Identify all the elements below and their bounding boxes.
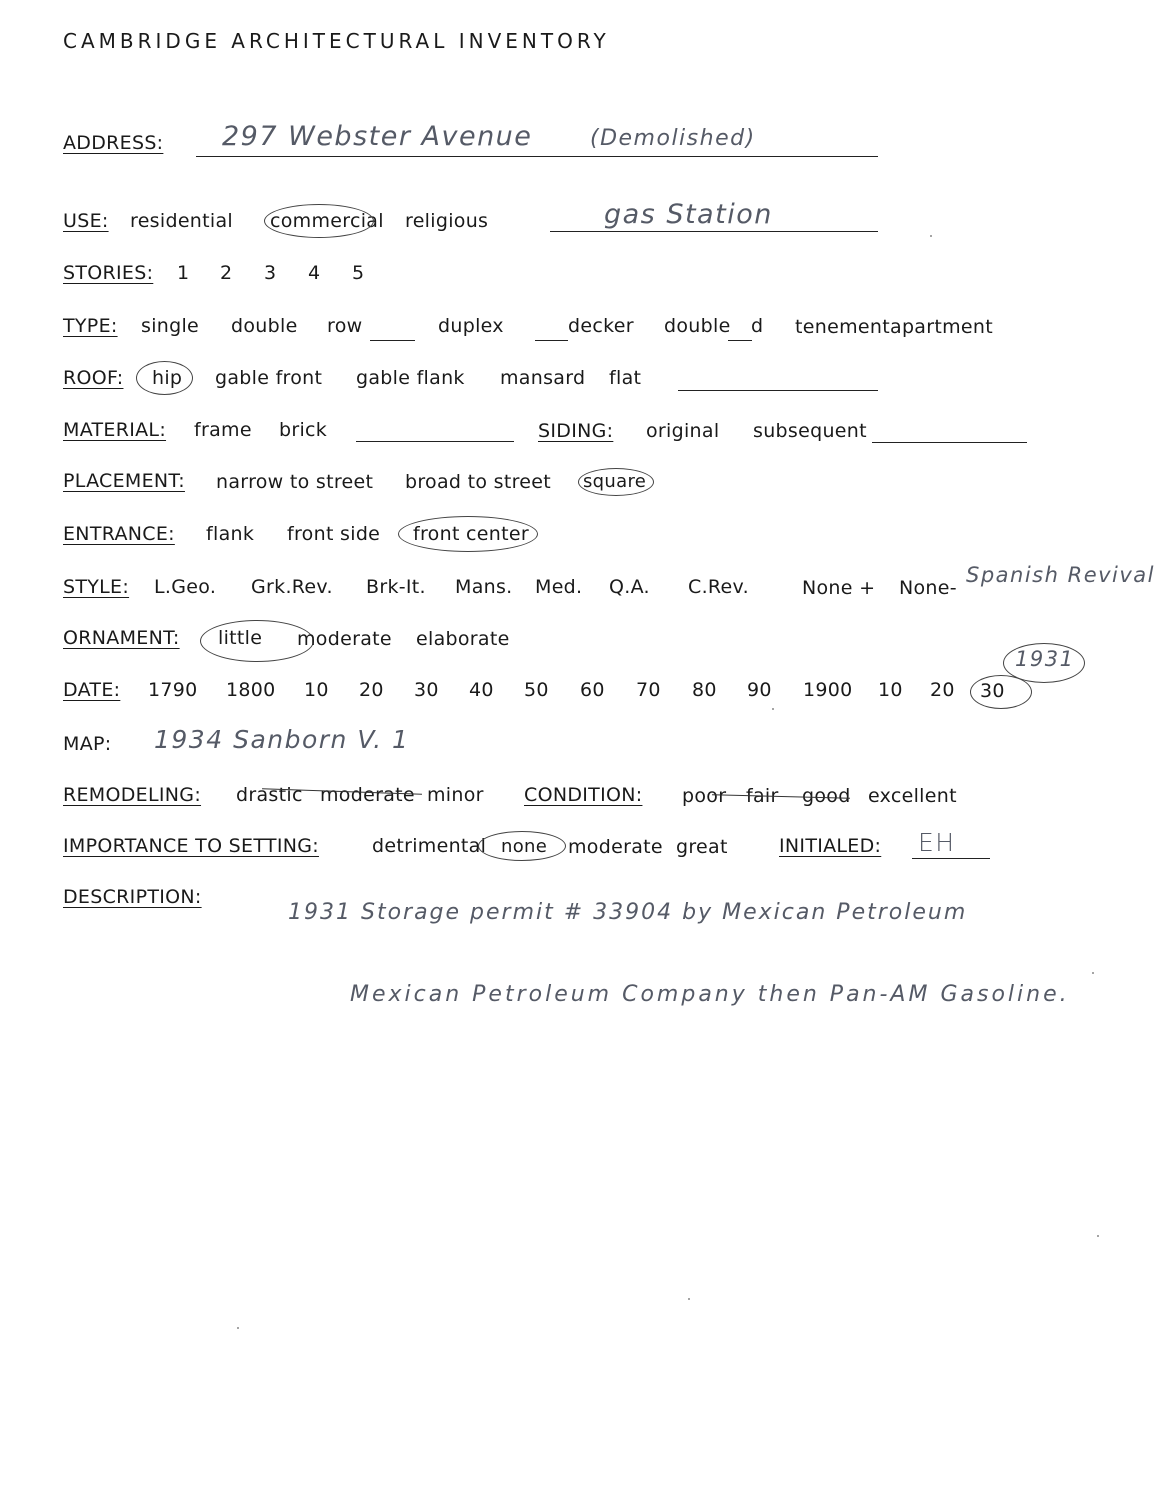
ornament-option-moderate: moderate xyxy=(297,628,392,650)
address-value: 297 Webster Avenue xyxy=(222,121,533,152)
roof-option-gable-front: gable front xyxy=(215,367,323,389)
initialed-label: INITIALED: xyxy=(779,835,882,857)
roof-option-hip: hip xyxy=(152,367,183,389)
condition-label: CONDITION: xyxy=(524,784,643,806)
type-option-double: double xyxy=(231,315,298,337)
entrance-option-flank: flank xyxy=(206,523,255,545)
initialed-line xyxy=(912,858,990,859)
stories-option-1: 1 xyxy=(177,262,190,284)
roof-selection-circle xyxy=(136,361,193,395)
placement-option-broad: broad to street xyxy=(405,471,552,493)
entrance-option-front-side: front side xyxy=(287,523,381,545)
type-option-tenement: tenement xyxy=(795,316,890,338)
importance-option-moderate: moderate xyxy=(568,836,663,858)
scan-speck xyxy=(1097,1235,1099,1237)
type-row-blank xyxy=(370,340,415,341)
date-option-1870: 70 xyxy=(636,679,661,701)
placement-option-narrow: narrow to street xyxy=(216,471,374,493)
type-option-single: single xyxy=(141,315,200,337)
importance-label: IMPORTANCE TO SETTING: xyxy=(63,835,319,857)
style-option-mans: Mans. xyxy=(455,576,513,598)
roof-label: ROOF: xyxy=(63,367,124,389)
condition-option-poor: poor xyxy=(682,785,727,807)
use-option-commercial: commercial xyxy=(270,210,384,232)
date-option-1820: 20 xyxy=(359,679,384,701)
style-option-qa: Q.A. xyxy=(609,576,650,598)
form-title: CAMBRIDGE ARCHITECTURAL INVENTORY xyxy=(63,29,610,53)
use-selection-circle xyxy=(264,204,374,238)
stories-option-3: 3 xyxy=(264,262,277,284)
use-option-religious: religious xyxy=(405,210,489,232)
material-blank xyxy=(356,441,514,442)
scan-speck xyxy=(237,1327,239,1329)
use-line xyxy=(550,231,878,232)
scan-speck xyxy=(688,1298,690,1300)
date-written-circle xyxy=(1003,643,1085,683)
stories-label: STORIES: xyxy=(63,262,154,284)
map-label: MAP: xyxy=(63,733,112,755)
date-label: DATE: xyxy=(63,679,121,701)
style-option-none-plus: None + xyxy=(802,577,876,599)
placement-option-square: square xyxy=(583,471,647,492)
entrance-selection-circle xyxy=(398,516,538,552)
placement-selection-circle xyxy=(578,468,654,496)
stories-option-4: 4 xyxy=(308,262,321,284)
style-option-med: Med. xyxy=(535,576,583,598)
importance-option-detrimental: detrimental xyxy=(372,835,487,857)
style-option-grkrev: Grk.Rev. xyxy=(251,576,333,598)
initialed-value: EH xyxy=(918,828,956,857)
scan-speck xyxy=(772,708,774,710)
date-option-1810: 10 xyxy=(304,679,329,701)
date-option-1830: 30 xyxy=(414,679,439,701)
date-option-1880: 80 xyxy=(692,679,717,701)
address-label: ADDRESS: xyxy=(63,132,164,154)
ornament-option-elaborate: elaborate xyxy=(416,628,510,650)
scan-speck xyxy=(1092,972,1094,974)
roof-option-flat: flat xyxy=(609,367,642,389)
date-option-1840: 40 xyxy=(469,679,494,701)
scan-speck xyxy=(930,235,932,237)
type-option-row: row xyxy=(327,315,363,337)
siding-blank xyxy=(872,442,1027,443)
date-option-1920: 20 xyxy=(930,679,955,701)
entrance-label: ENTRANCE: xyxy=(63,523,175,545)
date-option-1800: 1800 xyxy=(226,679,276,701)
date-option-1910: 10 xyxy=(878,679,903,701)
date-option-1850: 50 xyxy=(524,679,549,701)
roof-option-mansard: mansard xyxy=(500,367,586,389)
roof-blank xyxy=(678,390,878,391)
address-note: (Demolished) xyxy=(590,126,756,151)
date-option-1900: 1900 xyxy=(803,679,853,701)
importance-option-none: none xyxy=(501,836,548,857)
type-option-duplex: duplex xyxy=(438,315,504,337)
type-decker-blank xyxy=(535,340,568,341)
style-option-brkit: Brk-It. xyxy=(366,576,426,598)
description-line-1: 1931 Storage permit # 33904 by Mexican Petroleum xyxy=(288,900,968,925)
date-option-1890: 90 xyxy=(747,679,772,701)
date-option-1930: 30 xyxy=(980,680,1005,702)
type-option-double-d: double xyxy=(664,315,731,337)
style-option-crev: C.Rev. xyxy=(688,576,749,598)
ornament-option-little: little xyxy=(218,627,263,649)
description-label: DESCRIPTION: xyxy=(63,886,202,908)
condition-option-excellent: excellent xyxy=(868,785,957,807)
type-option-d: d xyxy=(751,315,764,337)
map-written: 1934 Sanborn V. 1 xyxy=(154,725,410,754)
roof-option-gable-flank: gable flank xyxy=(356,367,465,389)
siding-label: SIDING: xyxy=(538,420,614,442)
use-label: USE: xyxy=(63,210,109,232)
remodeling-option-minor: minor xyxy=(427,784,484,806)
entrance-option-front-center: front center xyxy=(413,523,529,545)
use-written: gas Station xyxy=(604,199,773,230)
style-label: STYLE: xyxy=(63,576,130,598)
style-option-none-minus: None- xyxy=(899,577,957,599)
material-label: MATERIAL: xyxy=(63,419,167,441)
date-written: 1931 xyxy=(1015,647,1075,671)
material-option-brick: brick xyxy=(279,419,328,441)
type-label: TYPE: xyxy=(63,315,118,337)
stories-option-5: 5 xyxy=(352,262,365,284)
remodeling-option-drastic: drastic xyxy=(236,784,303,806)
date-option-1860: 60 xyxy=(580,679,605,701)
importance-option-great: great xyxy=(676,836,728,858)
use-option-residential: residential xyxy=(130,210,234,232)
date-option-1790: 1790 xyxy=(148,679,198,701)
description-line-2: Mexican Petroleum Company then Pan-AM Gasoline. xyxy=(350,982,1070,1007)
condition-option-good: good xyxy=(802,785,851,807)
type-option-decker: decker xyxy=(568,315,634,337)
ornament-label: ORNAMENT: xyxy=(63,627,180,649)
siding-option-subsequent: subsequent xyxy=(753,420,867,442)
remodeling-label: REMODELING: xyxy=(63,784,202,806)
style-written: Spanish Revival xyxy=(966,563,1156,587)
importance-selection-circle xyxy=(478,831,566,861)
condition-option-fair: fair xyxy=(746,785,779,807)
siding-option-original: original xyxy=(646,420,720,442)
address-line xyxy=(196,156,878,157)
type-option-apartment: apartment xyxy=(890,316,993,338)
style-option-lgeo: L.Geo. xyxy=(154,576,217,598)
stories-option-2: 2 xyxy=(220,262,233,284)
material-option-frame: frame xyxy=(194,419,252,441)
placement-label: PLACEMENT: xyxy=(63,470,185,492)
remodeling-option-moderate: moderate xyxy=(320,784,415,806)
type-double-d-blank xyxy=(728,340,752,341)
